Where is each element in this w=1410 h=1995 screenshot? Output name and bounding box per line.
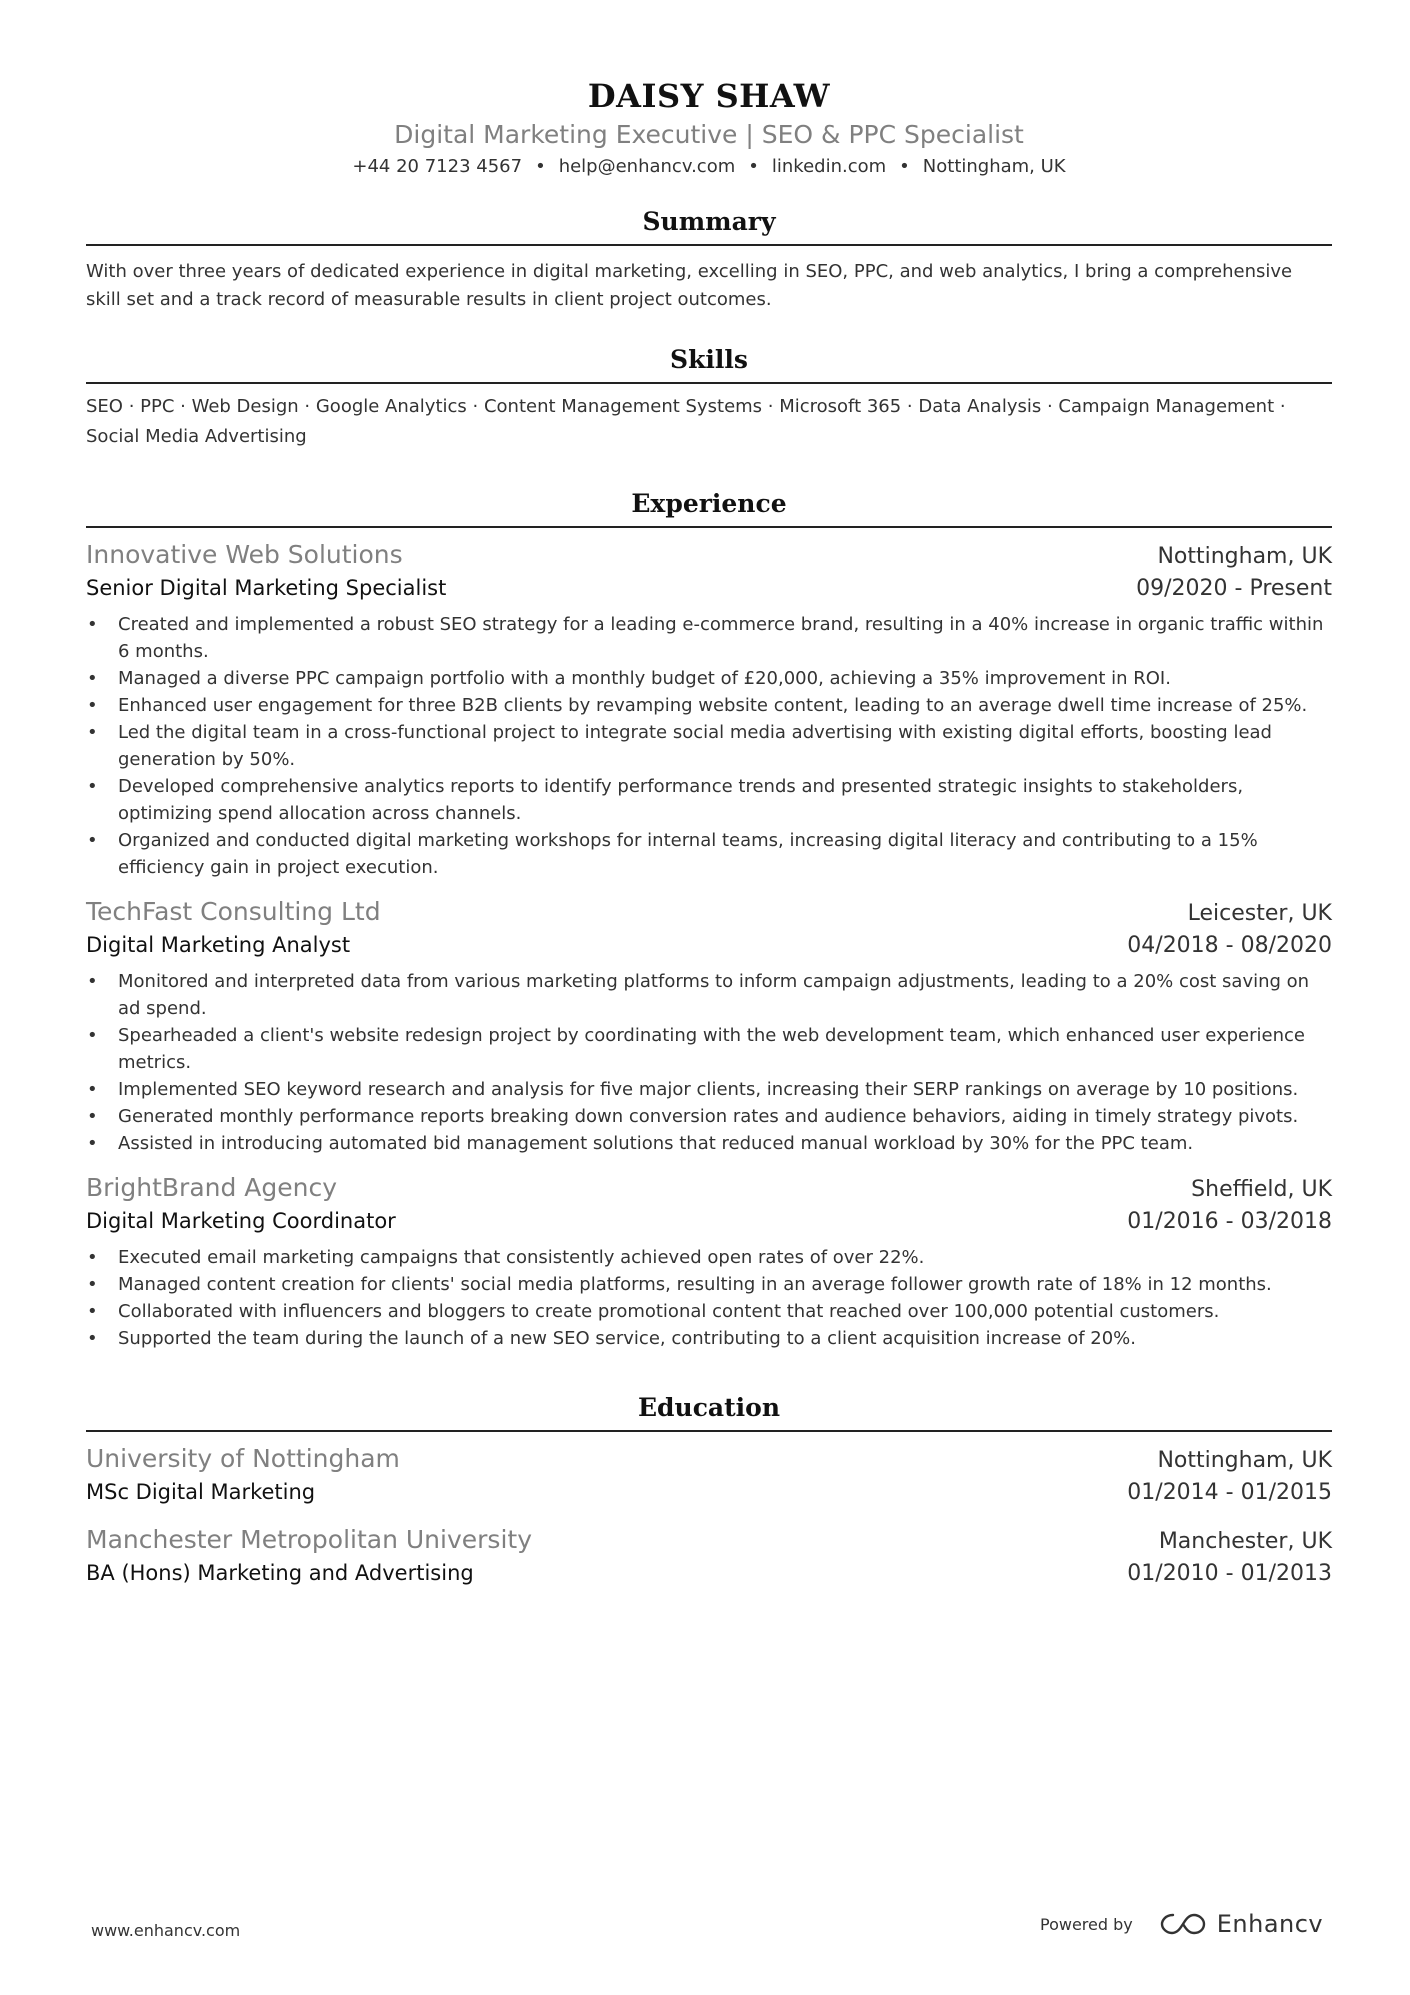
phone: +44 20 7123 4567 [352, 156, 523, 177]
degree: BA (Hons) Marketing and Advertising [86, 1561, 474, 1585]
section-divider [86, 382, 1332, 384]
location: Nottingham, UK [922, 156, 1066, 177]
section-divider [86, 1430, 1332, 1432]
list-item: • Supported the team during the launch of a new SEO service, contributing to a client acquisition increase of 20%. [118, 1325, 1332, 1352]
section-heading-skills: Skills [670, 345, 748, 374]
company-name: BrightBrand Agency [86, 1173, 338, 1202]
job-bullets [86, 1244, 1332, 1352]
education-dates: 01/2014 - 01/2015 [1127, 1480, 1332, 1505]
contact-line [86, 154, 1332, 180]
skills-text: SEO · PPC · Web Design · Google Analytics · Content Management Systems · Microsoft 365 · Data Analysis · Campaign Management · Social Media Advertising [86, 396, 1286, 447]
candidate-title: Digital Marketing Executive | SEO & PPC Specialist [394, 120, 1024, 149]
school-name: University of Nottingham [86, 1444, 400, 1473]
job-role: Digital Marketing Coordinator [86, 1209, 396, 1233]
job-dates: 04/2018 - 08/2020 [1127, 933, 1332, 958]
bullet-separator: • [748, 156, 759, 177]
footer-website[interactable]: www.enhancv.com [91, 1921, 241, 1940]
list-item: • Led the digital team in a cross-functional project to integrate social media advertising with existing digital efforts, boosting lead generation by 50%. [118, 719, 1332, 773]
candidate-name: DAISY SHAW [587, 77, 831, 115]
experience-section [86, 486, 1332, 1352]
list-item: • Implemented SEO keyword research and analysis for five major clients, increasing their SERP rankings on average by 10 positions. [118, 1076, 1332, 1103]
list-item: • Spearheaded a client's website redesign project by coordinating with the web development team, which enhanced user experience metrics. [118, 1022, 1332, 1076]
degree: MSc Digital Marketing [86, 1480, 316, 1504]
education-section [86, 1390, 1332, 1590]
list-item: • Executed email marketing campaigns that consistently achieved open rates of over 22%. [118, 1244, 1332, 1271]
section-divider [86, 526, 1332, 528]
list-item: • Organized and conducted digital marketing workshops for internal teams, increasing digital literacy and contributing to a 15% efficiency gain in project execution. [118, 827, 1332, 881]
education-entry [86, 1523, 1332, 1590]
school-location: Nottingham, UK [1157, 1448, 1332, 1473]
job-role: Senior Digital Marketing Specialist [86, 576, 447, 600]
job-dates: 09/2020 - Present [1136, 576, 1332, 601]
job-location: Sheffield, UK [1191, 1177, 1332, 1202]
powered-by-label: Powered by [1040, 1914, 1133, 1934]
list-item: • Assisted in introducing automated bid management solutions that reduced manual workload by 30% for the PPC team. [118, 1130, 1332, 1157]
list-item: • Collaborated with influencers and bloggers to create promotional content that reached over 100,000 potential customers. [118, 1298, 1332, 1325]
job-location: Leicester, UK [1187, 901, 1332, 926]
footer-branding [1040, 1910, 1323, 1938]
section-heading-summary: Summary [642, 207, 776, 236]
company-name: TechFast Consulting Ltd [86, 897, 381, 926]
section-heading-education: Education [637, 1393, 781, 1422]
list-item: • Managed a diverse PPC campaign portfolio with a monthly budget of £20,000, achieving a 35% improvement in ROI. [118, 665, 1332, 692]
job-location: Nottingham, UK [1157, 544, 1332, 569]
summary-section [86, 204, 1332, 314]
resume-page [86, 74, 1332, 1590]
list-item: • Generated monthly performance reports breaking down conversion rates and audience behaviors, aiding in timely strategy pivots. [118, 1103, 1332, 1130]
job-entry [86, 895, 1332, 1157]
enhancv-logo-icon [1159, 1911, 1207, 1937]
job-entry [86, 538, 1332, 881]
education-dates: 01/2010 - 01/2013 [1127, 1561, 1332, 1586]
education-entry [86, 1442, 1332, 1509]
email[interactable]: help@enhancv.com [558, 156, 736, 177]
job-bullets [86, 611, 1332, 881]
school-location: Manchester, UK [1158, 1529, 1332, 1554]
summary-text: With over three years of dedicated experience in digital marketing, excelling in SEO, PPC, and web analytics, I bring a comprehensive skill set and a track record of measurable results in client project outcomes. [86, 261, 1293, 310]
enhancv-brand-name[interactable]: Enhancv [1216, 1910, 1324, 1938]
list-item: • Managed content creation for clients' social media platforms, resulting in an average follower growth rate of 18% in 12 months. [118, 1271, 1332, 1298]
resume-header [86, 74, 1332, 180]
bullet-separator: • [899, 156, 910, 177]
job-bullets [86, 968, 1332, 1157]
linkedin[interactable]: linkedin.com [771, 156, 887, 177]
section-heading-experience: Experience [631, 489, 787, 518]
section-divider [86, 244, 1332, 246]
job-dates: 01/2016 - 03/2018 [1127, 1209, 1332, 1234]
list-item: • Monitored and interpreted data from various marketing platforms to inform campaign adjustments, leading to a 20% cost saving on ad spend. [118, 968, 1332, 1022]
list-item: • Developed comprehensive analytics reports to identify performance trends and presented strategic insights to stakeholders, optimizing spend allocation across channels. [118, 773, 1332, 827]
company-name: Innovative Web Solutions [86, 540, 403, 569]
bullet-separator: • [535, 156, 546, 177]
skills-section [86, 342, 1332, 452]
list-item: • Created and implemented a robust SEO strategy for a leading e-commerce brand, resulting in a 40% increase in organic traffic within 6 months. [118, 611, 1332, 665]
job-role: Digital Marketing Analyst [86, 933, 351, 957]
school-name: Manchester Metropolitan University [86, 1525, 532, 1554]
list-item: • Enhanced user engagement for three B2B clients by revamping website content, leading to an average dwell time increase of 25%. [118, 692, 1332, 719]
job-entry [86, 1171, 1332, 1352]
